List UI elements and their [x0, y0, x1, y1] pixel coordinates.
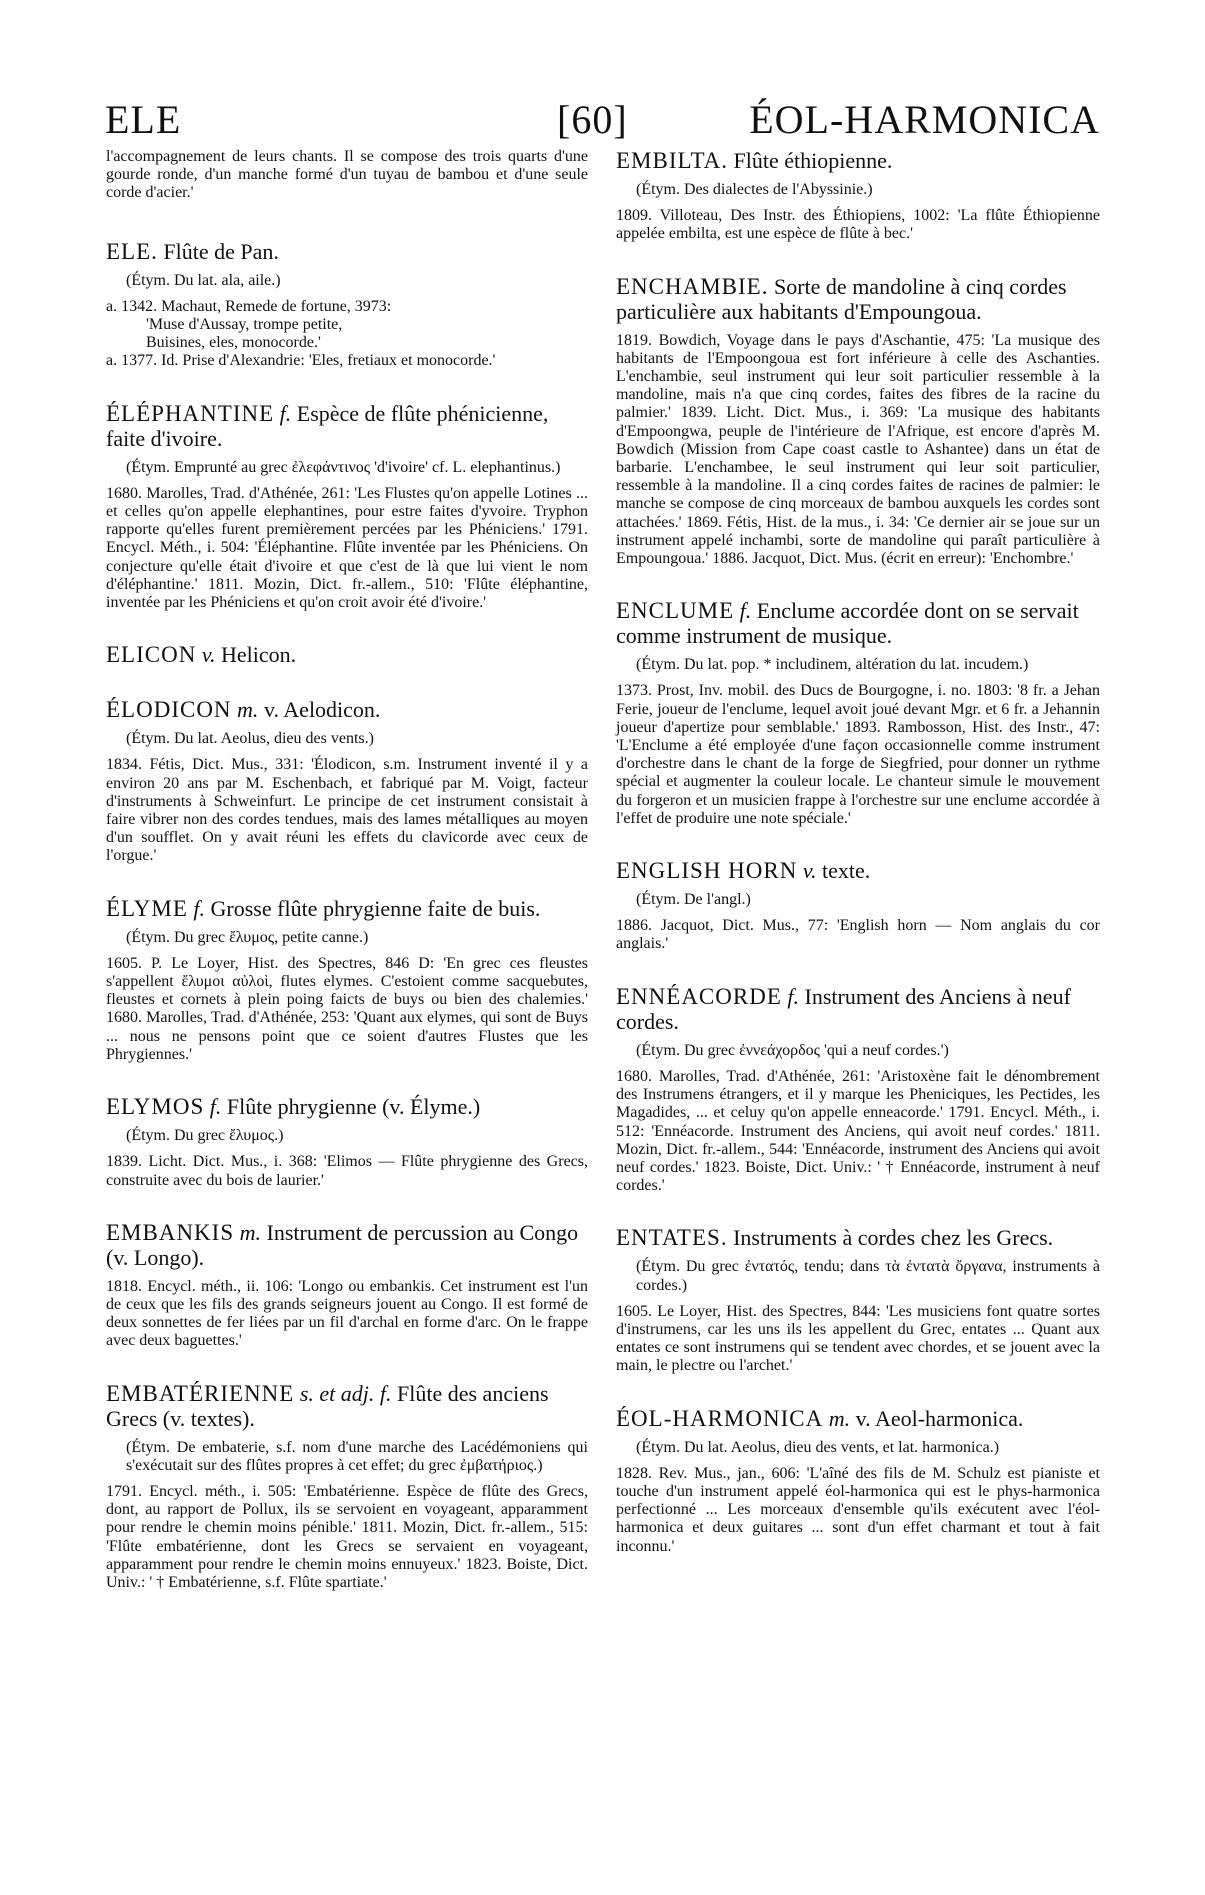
entry-elephantine: [106, 401, 588, 613]
headword: EMBANKIS: [106, 1219, 235, 1245]
etymology: (Étym. Du grec ἐντατός, tendu; dans τὰ ἐντατὰ ὄργανα, instruments à cordes.): [636, 1258, 1100, 1294]
definition: Grosse flûte phrygienne faite de buis.: [210, 895, 541, 921]
citation: 1828. Rev. Mus., jan., 606: 'L'aîné des fils de M. Schulz est pianiste et touche d'un instrument appelé éol-harmonica qui est le phys-harmonica perfectionné ... Les morceaux d'ensemble qu'ils exécutent avec l'éol-harmonica et deux guitares ... sont d'un effet charmant et tout à fait inconnu.': [616, 1464, 1100, 1555]
entry-elicon: [106, 642, 588, 667]
citation: 1809. Villoteau, Des Instr. des Éthiopiens, 1002: 'La flûte Éthiopienne appelée embilta, est une espèce de flûte à bec.': [616, 207, 1100, 243]
entry-elodicon: [106, 697, 588, 865]
headword: ÉLYME: [106, 895, 188, 921]
definition: Instrument des Anciens à neuf cordes.: [616, 983, 1071, 1034]
citation: 1373. Prost, Inv. mobil. des Ducs de Bourgogne, i. no. 1803: '8 fr. a Jehan Ferie, joueur de l'enclume, lequel avoit joué devant Mgr. et 6 fr. a Jehannin joueur d'apertize pour semblable.' 1893. Rambosson, Hist. des Instr., 47: 'L'Enclume a été employée d'une façon occasionnelle comme instrument d'orchestre dans le chant de la forge de Siegfried, pour donner un rythme spécial et augmenter la couleur locale. Le chanteur simule le mouvement du forgeron et un musicien frappe à l'orchestre sur une enclume accordée à l'effet de produire une note spéciale.': [616, 682, 1100, 827]
left-column: [106, 148, 588, 1622]
citation: 1605. Le Loyer, Hist. des Spectres, 844: 'Les musiciens font quatre sortes d'instrumens, car les uns ils les appellent du Grec, entates ... Quant aux entates ce sont instrumens qui se tendent avec chordes, et se jouent avec la main, le plectre ou l'archet.': [616, 1302, 1100, 1375]
headword: ELICON: [106, 642, 197, 668]
etymology: (Étym. Emprunté au grec ἐλεφάντινος 'd'ivoire' cf. L. elephantinus.): [126, 458, 561, 476]
running-head: [105, 96, 1100, 146]
definition: Flûte des anciens Grecs (v. textes).: [106, 1380, 549, 1431]
verse-line: 'Muse d'Aussay, trompe petite,: [146, 316, 343, 334]
entry-continuation: [106, 148, 588, 203]
right-column: [616, 148, 1100, 1586]
citation: 1605. P. Le Loyer, Hist. des Spectres, 846 D: 'En grec ces fleustes s'appellent ἔλυμοι αὐλοὶ, flutes elymes. C'estoient comme sacquebutes, fleustes et cornets à plein poing faicts de buys ou bien des chalemies.' 1680. Marolles, Trad. d'Athénée, 253: 'Quant aux elymes, qui sont de Buys ... nous ne pensons point que ce soient d'autres Flustes que les Phrygiennes.': [106, 954, 588, 1063]
headword: ÉLÉPHANTINE: [106, 400, 275, 426]
citation: l'accompagnement de leurs chants. Il se compose des trois quarts d'une gourde ronde, d'un manche formé d'un tuyau de bambou et d'une seule corde d'acier.': [106, 148, 588, 202]
citation: a. 1377. Id. Prise d'Alexandrie: 'Eles, fretiaux et monocorde.': [106, 352, 496, 370]
grammar: f.: [739, 598, 752, 624]
etymology: (Étym. Du grec ἔλυμος, petite canne.): [126, 928, 369, 946]
grammar: f.: [787, 983, 800, 1009]
definition: v. Aeol-harmonica.: [855, 1405, 1024, 1431]
definition: Flûte éthiopienne.: [733, 148, 893, 173]
entry-ele: [106, 239, 588, 371]
definition: Instruments à cordes chez les Grecs.: [733, 1225, 1054, 1251]
entry-enchambie: [616, 274, 1100, 569]
headword: ENGLISH HORN: [616, 858, 798, 884]
headword: ENTATES.: [616, 1225, 728, 1251]
headword: ELE.: [106, 238, 158, 264]
entry-embaterienne: [106, 1381, 588, 1593]
entry-elyme: [106, 896, 588, 1064]
headword: ÉOL-HARMONICA: [616, 1405, 824, 1431]
entry-english-horn: [616, 858, 1100, 954]
headword: ENCHAMBIE.: [616, 273, 769, 299]
citation: a. 1342. Machaut, Remede de fortune, 3973:: [106, 297, 392, 315]
grammar: m.: [237, 697, 259, 723]
definition: Helicon.: [220, 642, 297, 668]
headword: ÉLODICON: [106, 697, 232, 723]
citation: 1834. Fétis, Dict. Mus., 331: 'Élodicon, s.m. Instrument inventé il y a environ 20 ans par M. Eschenbach, et fabriqué par M. Voigt, facteur d'instruments à Schweinfurt. Le principe de cet instrument consistait à faire vibrer non des cordes tendues, mais des lames métalliques au moyen d'un soufflet. On y avait réuni les effets du clavicorde avec ceux de l'orgue.': [106, 756, 588, 865]
definition: Espèce de flûte phénicienne, faite d'ivoire.: [106, 400, 549, 451]
etymology: (Étym. Du lat. Aeolus, dieu des vents, et lat. harmonica.): [636, 1438, 1000, 1456]
definition: texte.: [821, 858, 871, 884]
citation: 1680. Marolles, Trad. d'Athénée, 261: 'Les Flustes qu'on appelle Lotines ... et celles qu'on appelle elephantines, pour estre faites d'yvoire. Tryphon rapporte qu'elles furent premièrement percées par les Phéniciens.' 1791. Encycl. Méth., i. 504: 'Éléphantine. Flûte inventée par les Phéniciens. On conjecture qu'elle était d'ivoire et que c'est de là que lui vient le nom d'éléphantine.' 1811. Mozin, Dict. fr.-allem., 510: 'Flûte éléphantine, inventée par les Phéniciens et qu'on croit avoir été d'ivoire.': [106, 484, 588, 612]
etymology: (Étym. De embaterie, s.f. nom d'une marche des Lacédémoniens qui s'exécutait sur des flûtes propres à cet effet; du grec ἐμβατήριος.): [126, 1438, 588, 1474]
headword: ELYMOS: [106, 1094, 205, 1120]
etymology: (Étym. De l'angl.): [636, 891, 751, 909]
etymology: (Étym. Du lat. Aeolus, dieu des vents.): [126, 730, 374, 748]
entry-elymos: [106, 1094, 588, 1190]
citation: 1818. Encycl. méth., ii. 106: 'Longo ou embankis. Cet instrument est l'un de ceux que les fils des grands seigneurs jouent au Congo. Il est formé de deux sonnettes de fer liées par un fil d'archal en forme d'arc. On le frappe avec deux baguettes.': [106, 1277, 588, 1350]
etymology: (Étym. Du grec ἐννεάχορδος 'qui a neuf cordes.'): [636, 1041, 949, 1059]
verse-line: Buisines, eles, monocorde.': [146, 334, 321, 352]
grammar: m.: [828, 1405, 851, 1431]
etymology: (Étym. Du lat. pop. * includinem, altération du lat. incudem.): [636, 656, 1029, 674]
definition: v. Aelodicon.: [263, 697, 381, 723]
definition: Flûte de Pan.: [163, 238, 279, 264]
grammar: v.: [802, 858, 817, 884]
grammar: f.: [193, 895, 206, 921]
definition: Enclume accordée dont on se servait comme instrument de musique.: [616, 598, 1079, 649]
entry-embankis: [106, 1220, 588, 1351]
entry-embilta: [616, 148, 1100, 244]
etymology: (Étym. Du grec ἔλυμος.): [126, 1127, 284, 1145]
etymology: (Étym. Des dialectes de l'Abyssinie.): [636, 181, 873, 198]
definition: Flûte phrygienne (v. Élyme.): [226, 1094, 481, 1120]
page-number: [60]: [557, 97, 628, 142]
grammar: s. et adj. f.: [299, 1380, 392, 1406]
headword: EMBILTA.: [616, 148, 729, 173]
citation: 1819. Bowdich, Voyage dans le pays d'Aschantie, 475: 'La musique des habitants de l'Empoongoua est fort inférieure à celle des Aschanties. L'enchambie, seul instrument qui leur soit particulier ressemble à la mandoline, mais n'a que cinq cordes, faites des fibres de la racine du palmier.' 1839. Licht. Dict. Mus., i. 369: 'La musique des habitants d'Empoongwa, peuple de l'intérieure de l'Afrique, est encore d'après M. Bowdich (Mission from Cape coast castle to Ashantee) dans un état de barbarie. L'enchambee, le seul instrument qui leur soit particulier, ressemble à la mandoline. Il a cinq cordes faites de racines de palmier: le manche se compose de cinq morceaux de bambou auxquels les cordes sont attachées.' 1869. Fétis, Hist. de la mus., i. 34: 'Ce dernier air se joue sur un instrument appelé inchambi, sorte de mandoline qui paraît particulière à Empoungoua.' 1886. Jacquot, Dict. Mus. (écrit en erreur): 'Enchombre.': [616, 331, 1100, 568]
entry-eol-harmonica: [616, 1406, 1100, 1556]
citation: 1886. Jacquot, Dict. Mus., 77: 'English horn — Nom anglais du cor anglais.': [616, 917, 1100, 953]
headword: ENNÉACORDE: [616, 983, 782, 1009]
entry-enclume: [616, 598, 1100, 828]
grammar: f.: [279, 400, 292, 426]
definition: Instrument de percussion au Congo (v. Longo).: [106, 1219, 579, 1270]
grammar: f.: [209, 1094, 222, 1120]
citation: 1791. Encycl. méth., i. 505: 'Embatérienne. Espèce de flûte des Grecs, dont, au rapport de Pollux, ils se servoient en voyageant, apparamment pour rendre le chemin moins pénible.' 1811. Mozin, Dict. fr.-allem., 515: 'Flûte embatérienne, dont les Grecs se servaient en voyageant, apparamment pour rendre le chemin moins ennuyeux.' 1823. Boiste, Dict. Univ.: ' † Embatérienne, s.f. Flûte spartiate.': [106, 1482, 588, 1591]
citation: 1680. Marolles, Trad. d'Athénée, 261: 'Aristoxène fait le dénombrement des Instrumens étrangers, et il y marque les Pheniciques, les Pectides, les Magadides, ... et celuy qu'on appelle enneacorde.' 1791. Encycl. Méth., i. 512: 'Ennéacorde. Instrument des Anciens, qui avoit neuf cordes.' 1811. Mozin, Dict. fr.-allem., 544: 'Ennéacorde, instrument des Anciens qui avoit neuf cordes.' 1823. Boiste, Dict. Univ.: ' † Ennéacorde, instrument à neuf cordes.': [616, 1067, 1100, 1195]
citation: 1839. Licht. Dict. Mus., i. 368: 'Elimos — Flûte phrygienne des Grecs, construite avec du bois de laurier.': [106, 1153, 588, 1189]
running-head-right: ÉOL-HARMONICA: [749, 97, 1100, 142]
headword: ENCLUME: [616, 598, 735, 624]
running-head-left: ELE: [105, 97, 182, 142]
etymology: (Étym. Du lat. ala, aile.): [126, 271, 281, 289]
headword: EMBATÉRIENNE: [106, 1380, 295, 1406]
entry-entates: [616, 1225, 1100, 1375]
grammar: m.: [239, 1219, 262, 1245]
entry-enneacorde: [616, 984, 1100, 1196]
definition: Sorte de mandoline à cinq cordes particulière aux habitants d'Empoungoua.: [616, 273, 1067, 324]
grammar: v.: [201, 642, 216, 668]
